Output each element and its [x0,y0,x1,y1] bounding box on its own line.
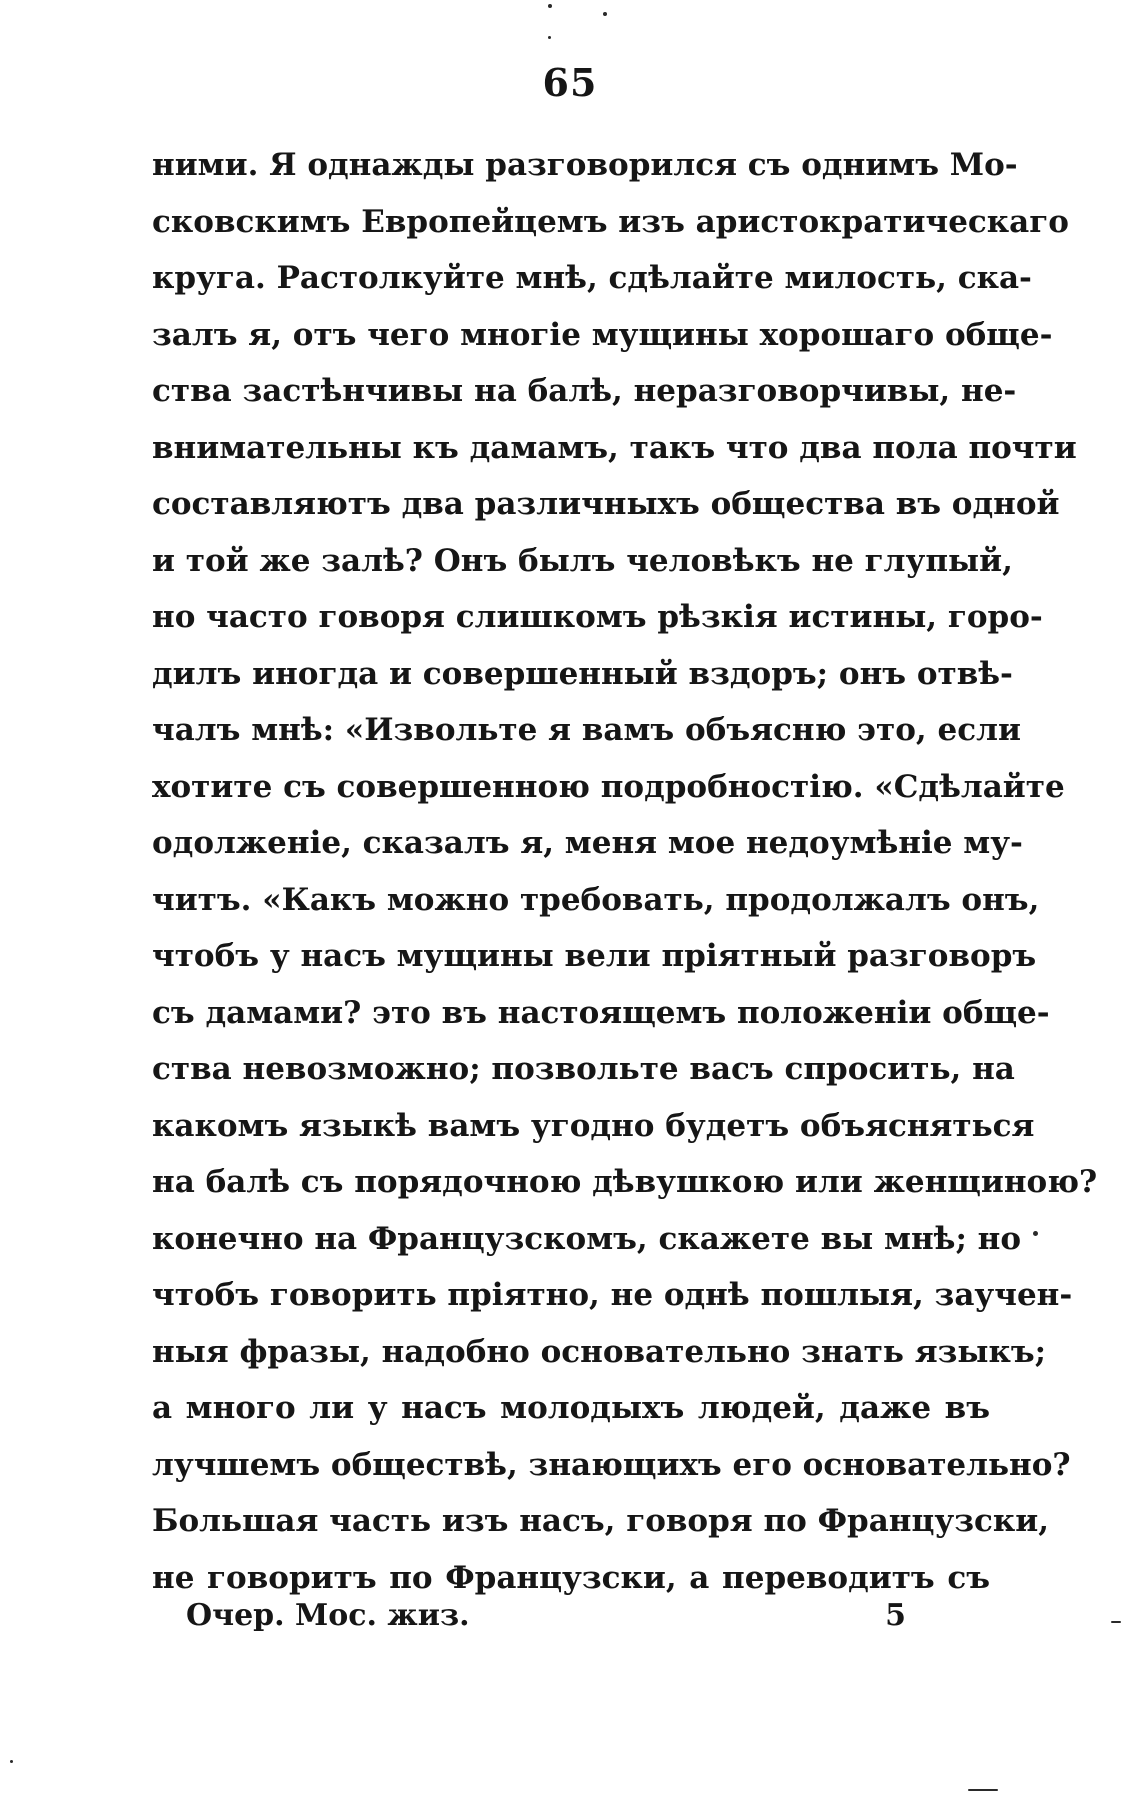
text-line: залъ я, отъ чего многіе мущины хорошаго обще- [152,316,1053,353]
text-line: внимательны къ дамамъ, такъ что два пола почти [152,429,1077,466]
text-line: ства невозможно; позвольте васъ спросить, на [152,1051,1015,1087]
text-line: ними. Я однажды разговорился съ однимъ Мо- [152,147,1018,183]
text-line: читъ. «Какъ можно требовать, продолжалъ онъ, [152,881,1040,918]
text-line: хотите съ совершенною подробностію. «Сдѣлайте [152,768,1065,805]
text-line: и той же залѣ? Онъ былъ человѣкъ не глупый, [152,542,1013,579]
text-line: какомъ языкѣ вамъ угодно будетъ объясняться [152,1107,1035,1144]
text-line: сковскимъ Европейцемъ изъ аристократическаго [152,203,1069,240]
page-footer [186,1598,906,1648]
text-line: составляютъ два различныхъ общества въ одной [152,486,1060,522]
printer-signature-mark: Очер. Мос. жиз. [186,1598,470,1633]
text-line: чтобъ говорить пріятно, не однѣ пошлыя, заучен- [152,1277,1073,1313]
text-line: одолженіе, сказалъ я, меня мое недоумѣніе му- [152,825,1023,861]
text-line: ства застѣнчивы на балѣ, неразговорчивы, не- [152,373,1017,409]
scan-speck [548,4,552,8]
scan-speck [968,1789,998,1791]
body-text [152,137,1098,1606]
page-number: 65 [542,60,598,105]
text-line: ныя фразы, надобно основательно знать языкъ; [152,1333,1047,1370]
scan-speck [548,36,551,39]
text-line: дилъ иногда и совершенный вздоръ; онъ отвѣ- [152,655,1013,692]
scan-speck [1111,1621,1121,1623]
text-line: чтобъ у насъ мущины вели пріятный разговоръ [152,938,1037,974]
scan-speck [1033,1231,1038,1236]
text-line: лучшемъ обществѣ, знающихъ его основательно? [152,1446,1071,1483]
text-line: но часто говоря слишкомъ рѣзкія истины, горо- [152,599,1043,635]
scan-speck [603,12,607,16]
text-line: круга. Растолкуйте мнѣ, сдѣлайте милость, ска- [152,260,1032,296]
text-line: съ дамами? это въ настоящемъ положеніи обще- [152,994,1050,1031]
text-line: на балѣ съ порядочною дѣвушкою или женщиною? [152,1164,1098,1200]
text-line: Большая часть изъ насъ, говоря по Французски, [152,1503,1050,1539]
text-line: а много ли у насъ молодыхъ людей, даже въ [152,1390,990,1426]
scan-speck [10,1760,13,1763]
text-line: чалъ мнѣ: «Извольте я вамъ объясню это, если [152,712,1021,748]
sheet-number: 5 [885,1598,906,1633]
text-line: конечно на Французскомъ, скажете вы мнѣ; но [152,1220,1022,1257]
text-line: не говоритъ по Французски, а переводитъ съ [152,1559,990,1596]
